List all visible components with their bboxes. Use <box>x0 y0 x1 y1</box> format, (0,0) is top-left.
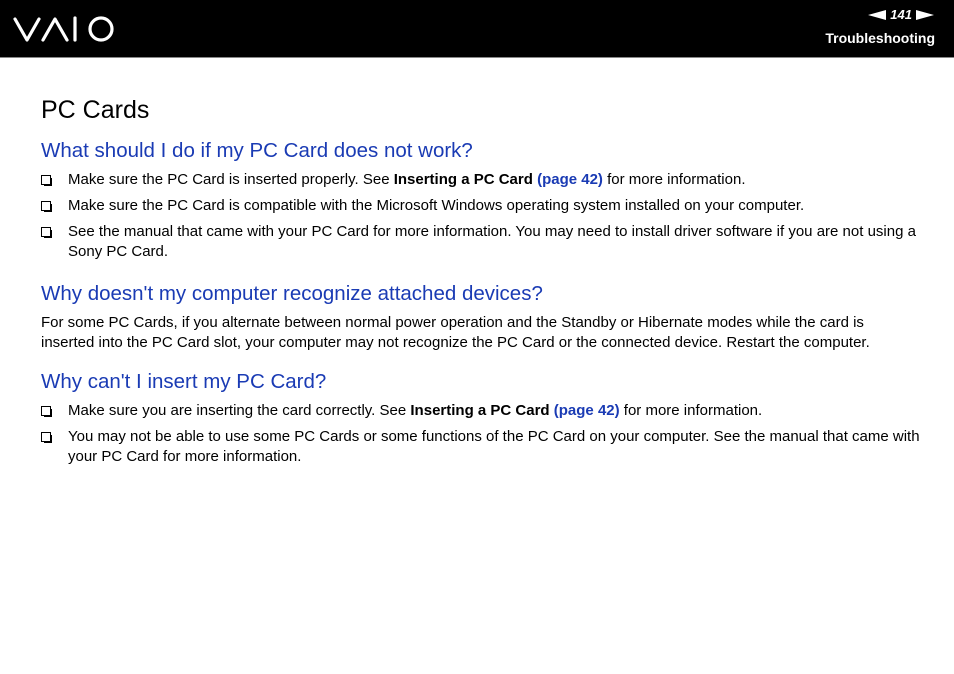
bullet-list-1 <box>41 170 921 262</box>
page-link[interactable]: (page 42) <box>537 171 603 188</box>
page-navigation <box>868 7 934 22</box>
page-title: PC Cards <box>41 96 150 124</box>
checkbox-bullet-icon <box>41 201 51 211</box>
page-header <box>0 0 954 58</box>
section-name: Troubleshooting <box>825 30 935 46</box>
page-number: 141 <box>890 7 912 22</box>
list-item: Make sure you are inserting the card correctly. See Inserting a PC Card (page 42) for more information. <box>41 401 921 421</box>
vaio-logo-icon <box>13 13 121 45</box>
section-heading-2: Why doesn't my computer recognize attached devices? <box>41 282 543 305</box>
section-heading-1: What should I do if my PC Card does not work? <box>41 139 473 162</box>
list-item: Make sure the PC Card is compatible with the Microsoft Windows operating system installed on your computer. <box>41 196 921 216</box>
checkbox-bullet-icon <box>41 432 51 442</box>
section-heading-3: Why can't I insert my PC Card? <box>41 370 327 393</box>
list-item: See the manual that came with your PC Card for more information. You may need to install driver software if you are not using a Sony PC Card. <box>41 222 921 262</box>
next-page-icon[interactable] <box>916 10 934 20</box>
page-content <box>41 94 921 473</box>
page-link[interactable]: (page 42) <box>553 402 620 419</box>
body-paragraph: For some PC Cards, if you alternate between normal power operation and the Standby or Hibernate modes while the card is inserted into the PC Card slot, your computer may not recognize the PC Card or the connected device. Restart the computer. <box>41 314 870 351</box>
previous-page-icon[interactable] <box>868 10 886 20</box>
list-item: You may not be able to use some PC Cards or some functions of the PC Card on your computer. See the manual that came with your PC Card for more information. <box>41 427 921 467</box>
checkbox-bullet-icon <box>41 406 51 416</box>
list-item: Make sure the PC Card is inserted properly. See Inserting a PC Card (page 42) for more information. <box>41 170 921 190</box>
checkbox-bullet-icon <box>41 175 51 185</box>
bullet-list-2 <box>41 401 921 467</box>
checkbox-bullet-icon <box>41 227 51 237</box>
